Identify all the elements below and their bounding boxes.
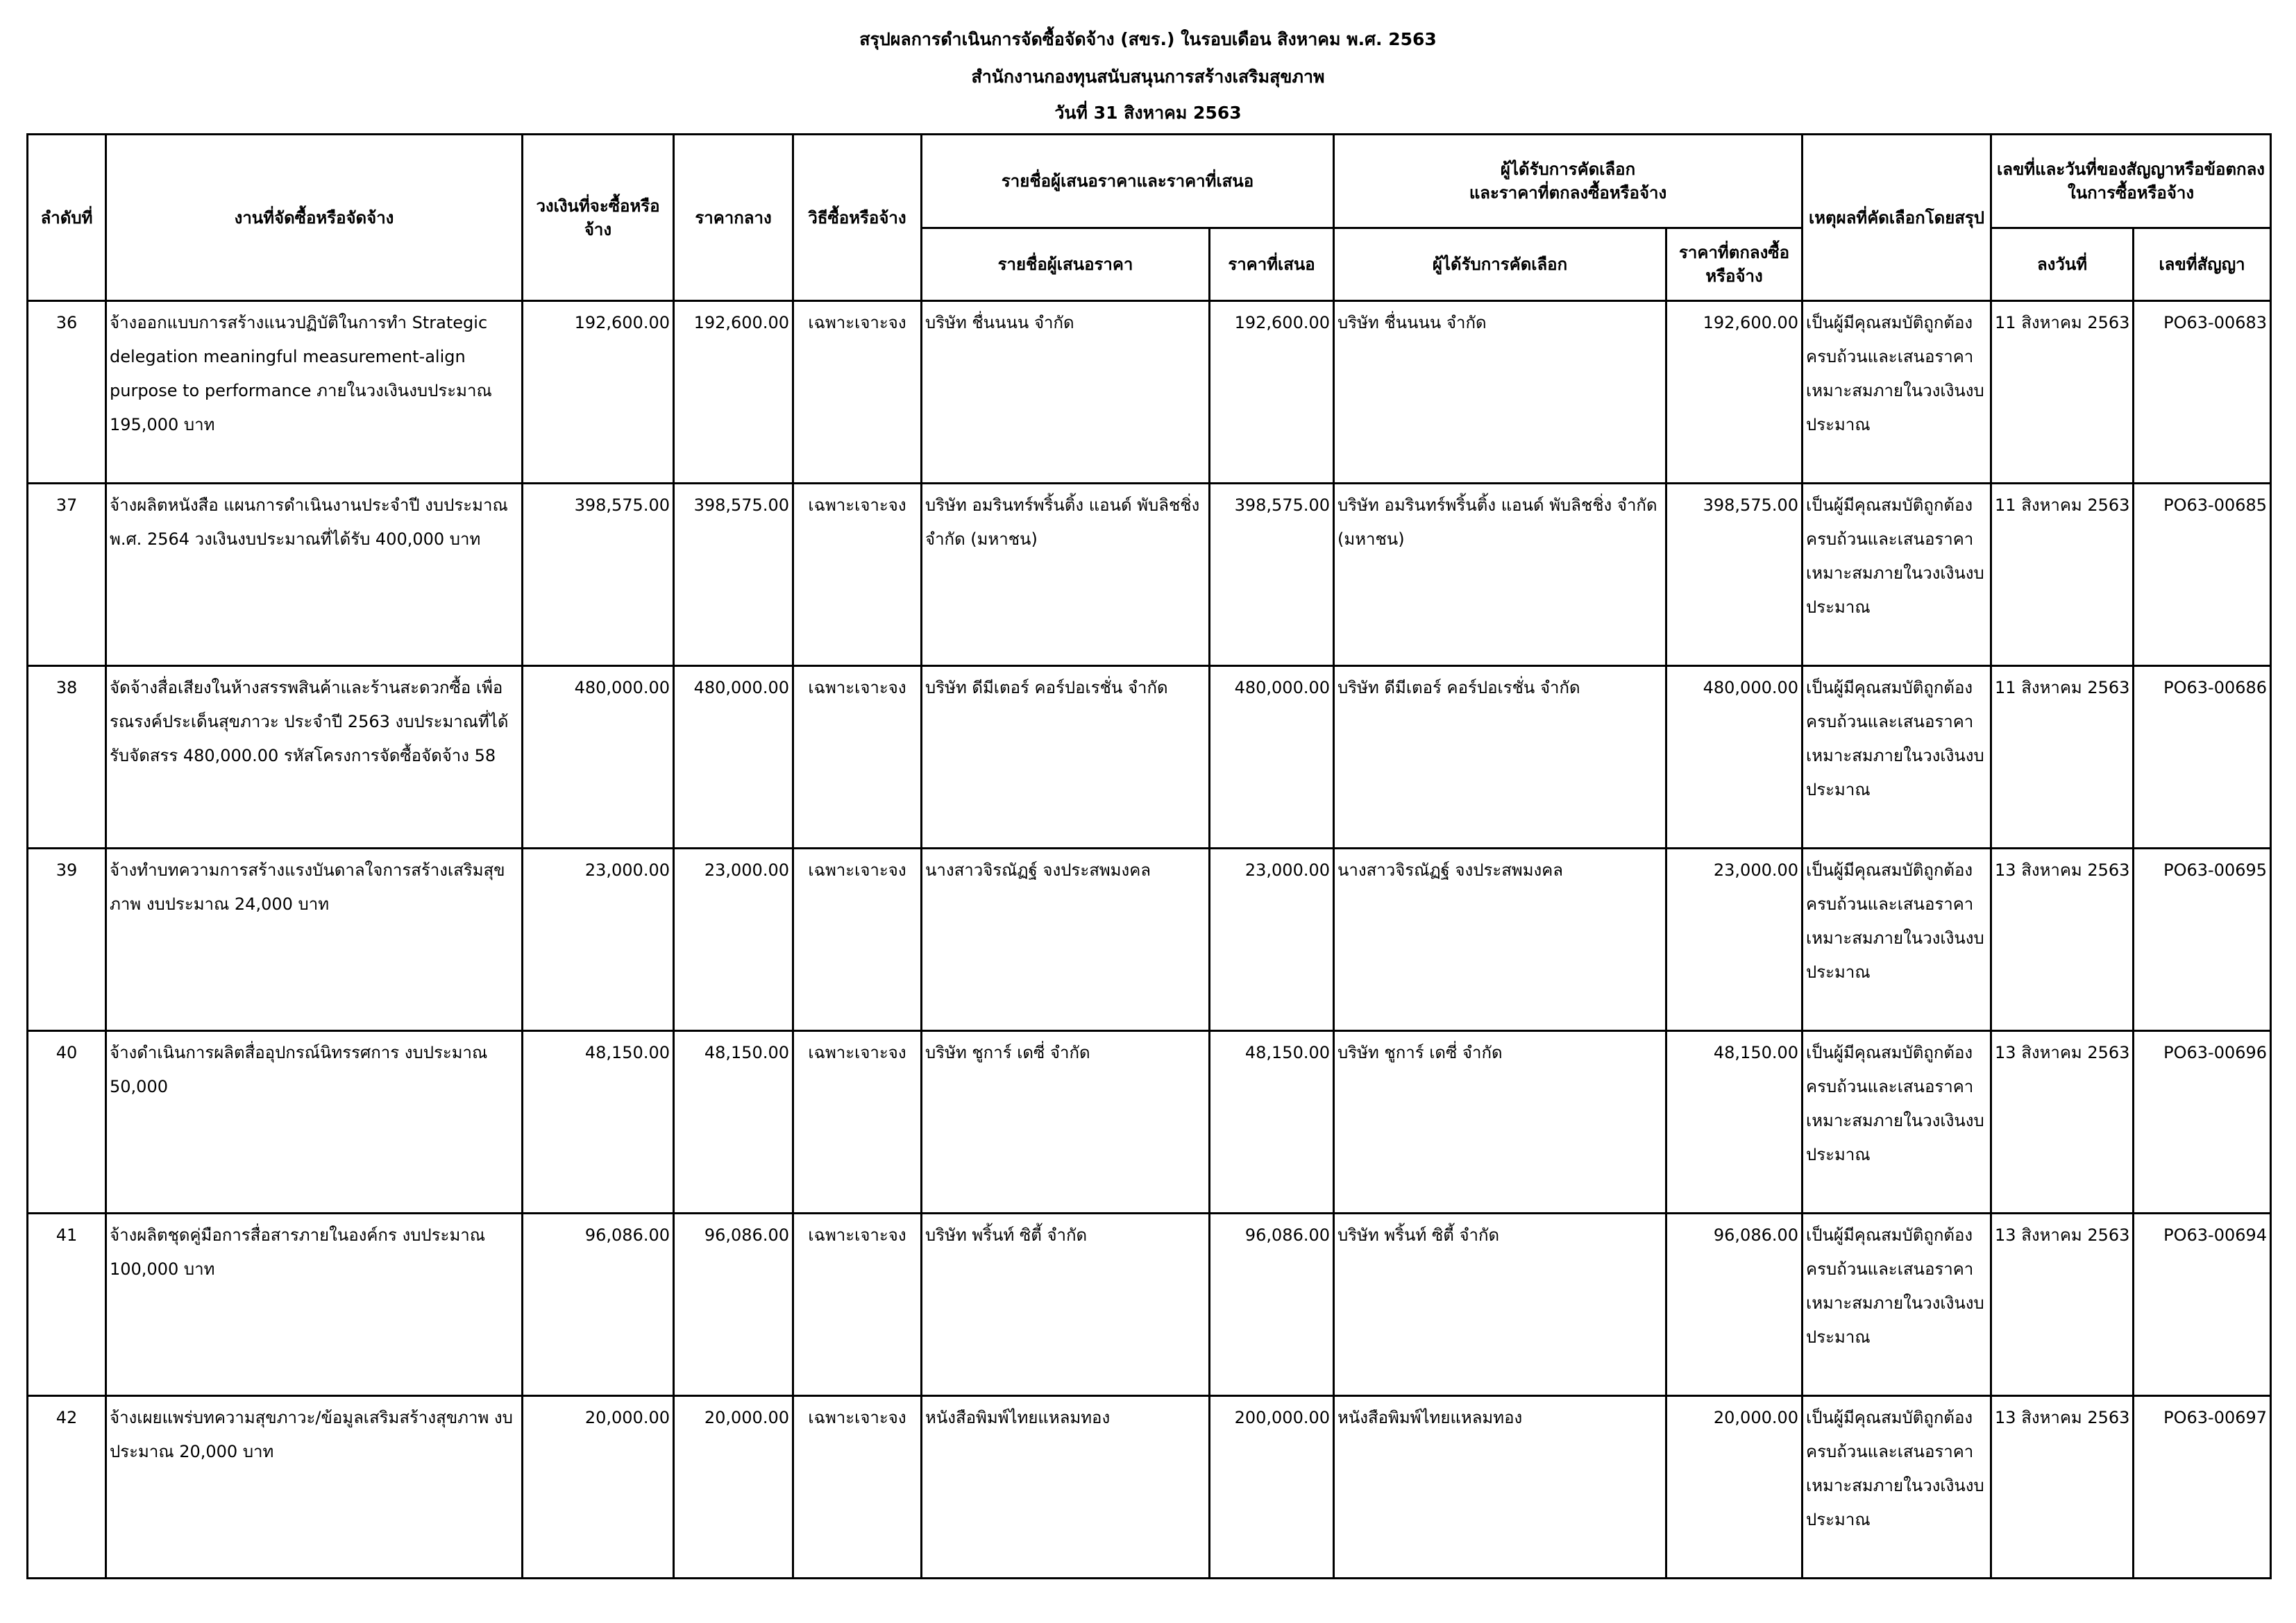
cell-contract-no: PO63-00697 [2134,1396,2271,1579]
cell-budget: 48,150.00 [523,1031,674,1214]
col-bid-price-header: ราคาที่เสนอ [1210,228,1334,301]
cell-budget: 23,000.00 [523,849,674,1031]
cell-method: เฉพาะเจาะจง [793,1031,922,1214]
col-reason-header: เหตุผลที่คัดเลือกโดยสรุป [1803,135,1991,301]
procurement-table [26,133,2272,1579]
cell-no: 38 [28,666,106,849]
cell-contract-no: PO63-00683 [2134,301,2271,484]
cell-median: 480,000.00 [674,666,793,849]
cell-selected: บริษัท ชูการ์ เดซี่ จำกัด [1334,1031,1666,1214]
table-row [28,666,2271,849]
col-selected-name-header: ผู้ได้รับการคัดเลือก [1334,228,1666,301]
cell-method: เฉพาะเจาะจง [793,1396,922,1579]
col-bidder-name-header: รายชื่อผู้เสนอราคา [922,228,1210,301]
cell-method: เฉพาะเจาะจง [793,849,922,1031]
cell-date: 13 สิงหาคม 2563 [1991,1214,2134,1396]
cell-reason: เป็นผู้มีคุณสมบัติถูกต้องครบถ้วนและเสนอราคาเหมาะสมภายในวงเงินงบประมาณ [1803,1396,1991,1579]
cell-budget: 192,600.00 [523,301,674,484]
cell-work: จ้างทำบทความการสร้างแรงบันดาลใจการสร้างเสริมสุขภาพ งบประมาณ 24,000 บาท [106,849,523,1031]
col-agreed-price-header: ราคาที่ตกลงซื้อหรือจ้าง [1666,228,1803,301]
cell-selected: บริษัท ดีมีเตอร์ คอร์ปอเรชั่น จำกัด [1334,666,1666,849]
cell-work: จ้างผลิตชุดคู่มือการสื่อสารภายในองค์กร งบประมาณ 100,000 บาท [106,1214,523,1396]
cell-bidder: นางสาวจิรณัฏฐ์ จงประสพมงคล [922,849,1210,1031]
cell-agreed-price: 23,000.00 [1666,849,1803,1031]
header-row-1 [28,135,2271,228]
cell-budget: 398,575.00 [523,484,674,666]
cell-bid-price: 96,086.00 [1210,1214,1334,1396]
table-row [28,849,2271,1031]
col-selected-group-header [1334,135,1803,228]
cell-date: 11 สิงหาคม 2563 [1991,301,2134,484]
cell-agreed-price: 480,000.00 [1666,666,1803,849]
cell-work: จัดจ้างสื่อเสียงในห้างสรรพสินค้าและร้านสะดวกซื้อ เพื่อรณรงค์ประเด็นสุขภาวะ ประจำปี 2563 งบประมาณที่ได้รับจัดสรร 480,000.00 รหัสโครงการจัดซื้อจัดจ้าง 58 [106,666,523,849]
cell-reason: เป็นผู้มีคุณสมบัติถูกต้องครบถ้วนและเสนอราคาเหมาะสมภายในวงเงินงบประมาณ [1803,484,1991,666]
cell-agreed-price: 96,086.00 [1666,1214,1803,1396]
cell-median: 23,000.00 [674,849,793,1031]
cell-selected: บริษัท ชื่นนนน จำกัด [1334,301,1666,484]
cell-no: 37 [28,484,106,666]
cell-date: 11 สิงหาคม 2563 [1991,666,2134,849]
cell-budget: 96,086.00 [523,1214,674,1396]
cell-reason: เป็นผู้มีคุณสมบัติถูกต้องครบถ้วนและเสนอราคาเหมาะสมภายในวงเงินงบประมาณ [1803,849,1991,1031]
cell-date: 13 สิงหาคม 2563 [1991,849,2134,1031]
col-method-header: วิธีซื้อหรือจ้าง [793,135,922,301]
cell-contract-no: PO63-00694 [2134,1214,2271,1396]
cell-budget: 20,000.00 [523,1396,674,1579]
col-budget-header: วงเงินที่จะซื้อหรือจ้าง [523,135,674,301]
cell-reason: เป็นผู้มีคุณสมบัติถูกต้องครบถ้วนและเสนอราคาเหมาะสมภายในวงเงินงบประมาณ [1803,1214,1991,1396]
cell-contract-no: PO63-00685 [2134,484,2271,666]
cell-budget: 480,000.00 [523,666,674,849]
cell-median: 192,600.00 [674,301,793,484]
agency-name: สำนักงานกองทุนสนับสนุนการสร้างเสริมสุขภาพ [971,67,1325,87]
cell-selected: นางสาวจิรณัฏฐ์ จงประสพมงคล [1334,849,1666,1031]
table-row [28,1031,2271,1214]
cell-bidder: หนังสือพิมพ์ไทยแหลมทอง [922,1396,1210,1579]
selected-group-line1: ผู้ได้รับการคัดเลือก [1500,160,1636,179]
cell-bidder: บริษัท อมรินทร์พริ้นติ้ง แอนด์ พับลิชชิ่ง จำกัด (มหาชน) [922,484,1210,666]
cell-reason: เป็นผู้มีคุณสมบัติถูกต้องครบถ้วนและเสนอราคาเหมาะสมภายในวงเงินงบประมาณ [1803,1031,1991,1214]
cell-reason: เป็นผู้มีคุณสมบัติถูกต้องครบถ้วนและเสนอราคาเหมาะสมภายในวงเงินงบประมาณ [1803,666,1991,849]
col-no-header: ลำดับที่ [28,135,106,301]
cell-date: 11 สิงหาคม 2563 [1991,484,2134,666]
cell-median: 398,575.00 [674,484,793,666]
table-row [28,1396,2271,1579]
cell-no: 41 [28,1214,106,1396]
table-row [28,484,2271,666]
cell-agreed-price: 20,000.00 [1666,1396,1803,1579]
cell-contract-no: PO63-00695 [2134,849,2271,1031]
cell-agreed-price: 398,575.00 [1666,484,1803,666]
cell-bidder: บริษัท พริ้นท์ ซิตี้ จำกัด [922,1214,1210,1396]
cell-contract-no: PO63-00696 [2134,1031,2271,1214]
cell-method: เฉพาะเจาะจง [793,301,922,484]
cell-work: จ้างเผยแพร่บทความสุขภาวะ/ข้อมูลเสริมสร้างสุขภาพ งบประมาณ 20,000 บาท [106,1396,523,1579]
cell-median: 48,150.00 [674,1031,793,1214]
selected-group-line2: และราคาที่ตกลงซื้อหรือจ้าง [1469,183,1667,203]
cell-agreed-price: 192,600.00 [1666,301,1803,484]
cell-no: 36 [28,301,106,484]
cell-bid-price: 200,000.00 [1210,1396,1334,1579]
cell-bidder: บริษัท ชูการ์ เดซี่ จำกัด [922,1031,1210,1214]
table-body [28,301,2271,1579]
cell-selected: บริษัท อมรินทร์พริ้นติ้ง แอนด์ พับลิชชิ่ง จำกัด (มหาชน) [1334,484,1666,666]
cell-work: จ้างผลิตหนังสือ แผนการดำเนินงานประจำปี งบประมาณ พ.ศ. 2564 วงเงินงบประมาณที่ได้รับ 400,000 บาท [106,484,523,666]
cell-no: 40 [28,1031,106,1214]
cell-method: เฉพาะเจาะจง [793,1214,922,1396]
cell-bid-price: 192,600.00 [1210,301,1334,484]
cell-date: 13 สิงหาคม 2563 [1991,1396,2134,1579]
cell-agreed-price: 48,150.00 [1666,1031,1803,1214]
cell-selected: บริษัท พริ้นท์ ซิตี้ จำกัด [1334,1214,1666,1396]
col-contract-no-header: เลขที่สัญญา [2134,228,2271,301]
cell-method: เฉพาะเจาะจง [793,484,922,666]
cell-bid-price: 480,000.00 [1210,666,1334,849]
col-contract-date-header: ลงวันที่ [1991,228,2134,301]
cell-no: 39 [28,849,106,1031]
report-title: สรุปผลการดำเนินการจัดซื้อจัดจ้าง (สขร.) ในรอบเดือน สิงหาคม พ.ศ. 2563 [859,29,1437,49]
report-date: วันที่ 31 สิงหาคม 2563 [1054,103,1242,123]
cell-no: 42 [28,1396,106,1579]
cell-bid-price: 398,575.00 [1210,484,1334,666]
cell-work: จ้างดำเนินการผลิตสื่ออุปกรณ์นิทรรศการ งบประมาณ 50,000 [106,1031,523,1214]
cell-reason: เป็นผู้มีคุณสมบัติถูกต้องครบถ้วนและเสนอราคาเหมาะสมภายในวงเงินงบประมาณ [1803,301,1991,484]
cell-bidder: บริษัท ชื่นนนน จำกัด [922,301,1210,484]
cell-work: จ้างออกแบบการสร้างแนวปฏิบัติในการทำ Strategic delegation meaningful measurement-align purpose to performance ภายในวงเงินงบประมาณ 195,000 บาท [106,301,523,484]
table-row [28,1214,2271,1396]
col-contract-group-header: เลขที่และวันที่ของสัญญาหรือข้อตกลงในการซื้อหรือจ้าง [1991,135,2271,228]
col-work-header: งานที่จัดซื้อหรือจัดจ้าง [106,135,523,301]
cell-bid-price: 23,000.00 [1210,849,1334,1031]
cell-bid-price: 48,150.00 [1210,1031,1334,1214]
table-row [28,301,2271,484]
cell-date: 13 สิงหาคม 2563 [1991,1031,2134,1214]
cell-bidder: บริษัท ดีมีเตอร์ คอร์ปอเรชั่น จำกัด [922,666,1210,849]
cell-contract-no: PO63-00686 [2134,666,2271,849]
cell-median: 20,000.00 [674,1396,793,1579]
cell-method: เฉพาะเจาะจง [793,666,922,849]
col-bidders-group-header: รายชื่อผู้เสนอราคาและราคาที่เสนอ [922,135,1334,228]
col-median-header: ราคากลาง [674,135,793,301]
cell-selected: หนังสือพิมพ์ไทยแหลมทอง [1334,1396,1666,1579]
cell-median: 96,086.00 [674,1214,793,1396]
